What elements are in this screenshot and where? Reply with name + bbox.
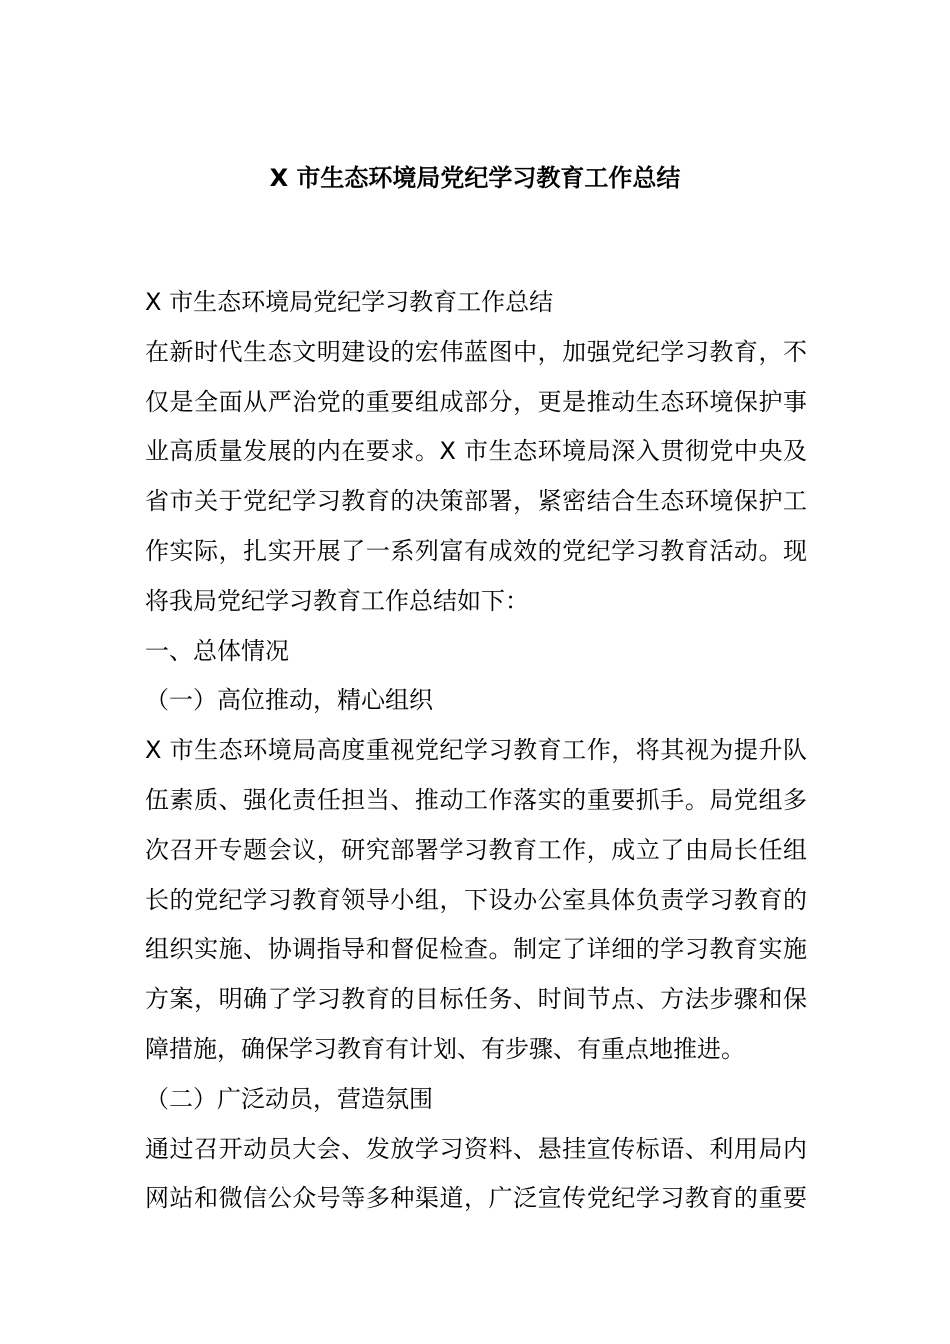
text-line: 次召开专题会议，研究部署学习教育工作，成立了由局长任组 xyxy=(145,835,807,864)
text-line: 网站和微信公众号等多种渠道，广泛宣传党纪学习教育的重要 xyxy=(145,1184,807,1213)
text-line: 在新时代生态文明建设的宏伟蓝图中，加强党纪学习教育，不 xyxy=(145,337,807,366)
text-line: 将我局党纪学习教育工作总结如下： xyxy=(145,586,529,615)
text-line: 一、总体情况 xyxy=(145,636,289,665)
text-line: 业高质量发展的内在要求。X 市生态环境局深入贯彻党中央及 xyxy=(145,437,807,466)
text-line: X 市生态环境局高度重视党纪学习教育工作，将其视为提升队 xyxy=(145,736,807,765)
text-line: 长的党纪学习教育领导小组，下设办公室具体负责学习教育的 xyxy=(145,885,807,914)
text-line: （一）高位推动，精心组织 xyxy=(145,686,433,715)
text-line: 伍素质、强化责任担当、推动工作落实的重要抓手。局党组多 xyxy=(145,785,807,814)
text-line: （二）广泛动员，营造氛围 xyxy=(145,1084,433,1113)
text-line: 方案，明确了学习教育的目标任务、时间节点、方法步骤和保 xyxy=(145,985,807,1014)
text-line: 仅是全面从严治党的重要组成部分，更是推动生态环境保护事 xyxy=(145,387,807,416)
text-line: 障措施，确保学习教育有计划、有步骤、有重点地推进。 xyxy=(145,1034,745,1063)
text-line: X 市生态环境局党纪学习教育工作总结 xyxy=(145,288,554,316)
document-title: X 市生态环境局党纪学习教育工作总结 xyxy=(269,164,681,192)
text-line: 省市关于党纪学习教育的决策部署，紧密结合生态环境保护工 xyxy=(145,487,807,516)
text-line: 作实际，扎实开展了一系列富有成效的党纪学习教育活动。现 xyxy=(145,536,807,565)
document-body xyxy=(145,278,807,1224)
text-line: 通过召开动员大会、发放学习资料、悬挂宣传标语、利用局内 xyxy=(145,1134,807,1163)
text-line: 组织实施、协调指导和督促检查。制定了详细的学习教育实施 xyxy=(145,935,807,964)
